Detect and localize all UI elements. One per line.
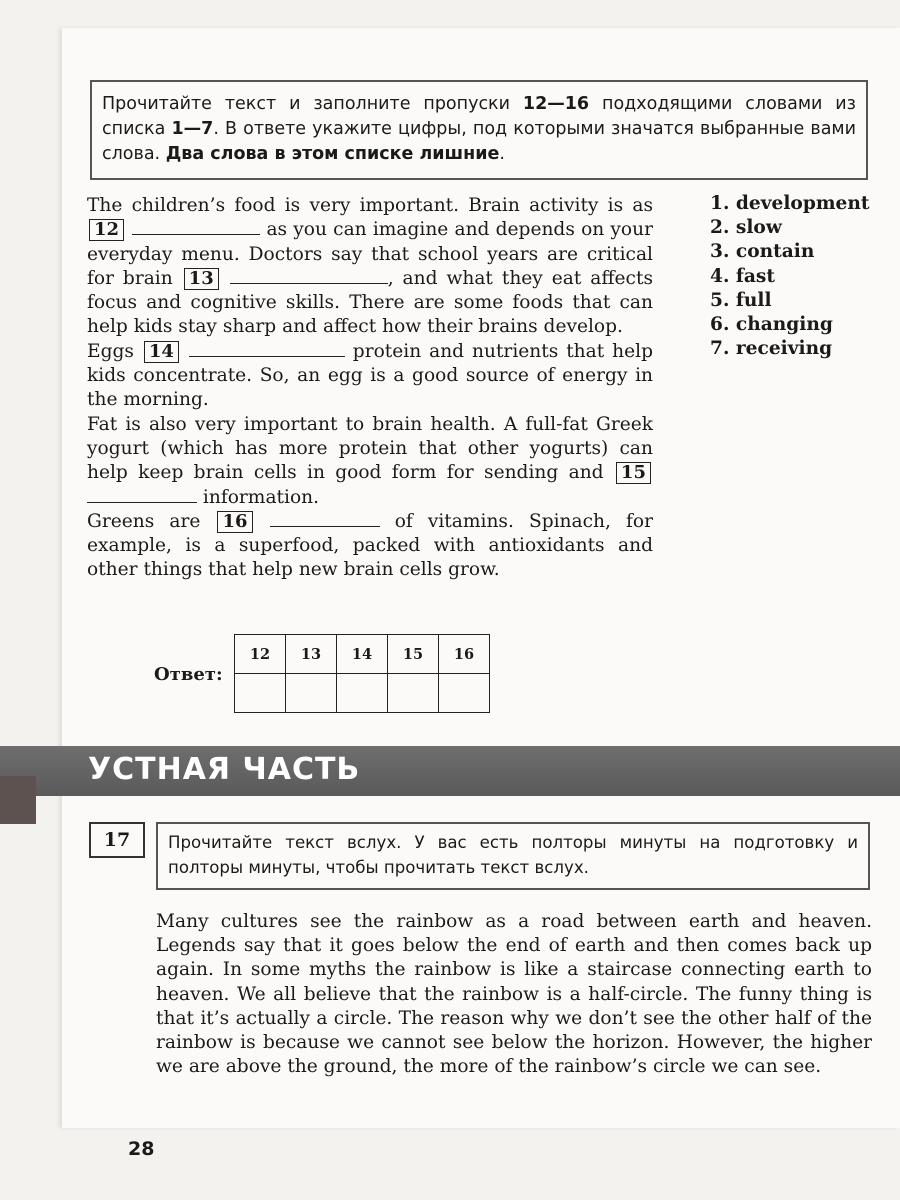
text-fragment: information. — [202, 486, 320, 508]
paragraph-2 — [87, 340, 653, 413]
reading-text: Many cultures see the rainbow as a road between earth and heaven. Legends say that it goes below the end of earth and then comes back up again. In some myths the rainbow is like a staircase connecting earth to heaven. We all believe that the rainbow is a half-circle. The funny thing is that it’s actually a circle. The reason why we don’t see the other half of the rainbow is because we cannot see below the horizon. However, the higher we are above the ground, the more of the rainbow’s circle we can see. — [156, 911, 872, 1078]
text-fragment: Eggs — [87, 340, 134, 362]
gap-blank-16 — [270, 510, 380, 527]
answer-column-header: 14 — [337, 635, 388, 674]
instruction-extra-words-note: Два слова в этом списке лишние — [165, 144, 500, 164]
answer-column-header: 15 — [388, 635, 439, 674]
word-option: 6. changing — [710, 314, 833, 336]
gap-number-13: 13 — [184, 268, 219, 290]
task17-instruction: Прочитайте текст вслух. У вас есть полторы минуты на подготовку и полторы минуты, чтобы прочитать текст вслух. — [156, 822, 870, 890]
text-fragment: Greens are — [87, 510, 201, 532]
word-option: 2. slow — [710, 217, 782, 239]
text-fragment: , and what they eat affects focus and cognitive skills. There are some foods that can help kids stay sharp and affect how their brains develop. — [87, 267, 653, 338]
gap-fill-text — [87, 194, 653, 583]
paragraph-4 — [87, 510, 653, 583]
text-fragment: protein and nutrients that help kids concentrate. So, an egg is a good source of energy in the morning. — [87, 340, 653, 411]
text-fragment: The children’s food is very important. Brain activity is as — [87, 195, 653, 216]
task-instruction-box — [90, 80, 868, 180]
answer-column-header: 16 — [439, 635, 490, 674]
instruction-text: . — [499, 144, 505, 164]
gap-number-12: 12 — [89, 219, 124, 241]
word-option: 3. contain — [710, 241, 815, 263]
paragraph-1 — [87, 194, 653, 340]
instruction-list-range: 1—7 — [171, 119, 214, 139]
word-list — [710, 192, 869, 361]
text-fragment: Fat is also very important to brain health. A full-fat Greek yogurt (which has more protein that other yogurts) can help keep brain cells in good form for sending and — [87, 413, 653, 484]
gap-blank-12 — [132, 218, 260, 235]
gap-blank-15 — [87, 486, 197, 503]
answer-column-header: 12 — [235, 635, 286, 674]
gap-blank-14 — [189, 340, 345, 357]
gap-number-15: 15 — [616, 462, 651, 484]
instruction-text: Прочитайте текст и заполните пропуски — [102, 94, 523, 114]
instruction-text: . В ответе укажите цифры, под которыми значатся выбранные вами слова. — [102, 119, 856, 164]
section-tab-marker — [0, 776, 36, 824]
word-option: 7. receiving — [710, 338, 833, 360]
task-number: 17 — [89, 822, 145, 858]
page-number: 28 — [128, 1138, 155, 1160]
answer-cell-14[interactable] — [337, 674, 388, 713]
answer-cell-15[interactable] — [388, 674, 439, 713]
answer-cell-16[interactable] — [439, 674, 490, 713]
answer-table — [234, 634, 490, 713]
answer-cell-13[interactable] — [286, 674, 337, 713]
instruction-text: подходящими словами из списка — [102, 94, 856, 139]
word-option: 4. fast — [710, 265, 775, 287]
word-option: 5. full — [710, 289, 772, 311]
gap-number-14: 14 — [144, 341, 179, 363]
answer-label: Ответ: — [154, 664, 223, 685]
gap-blank-13 — [230, 267, 388, 284]
word-option: 1. development — [710, 193, 870, 214]
text-fragment: of vitamins. Spinach, for example, is a superfood, packed with antioxidants and other things that help new brain cells grow. — [87, 510, 653, 581]
instruction-gap-range: 12—16 — [522, 94, 590, 114]
section-title: УСТНАЯ ЧАСТЬ — [88, 752, 361, 787]
text-fragment: as you can imagine and depends on your everyday menu. Doctors say that school years are critical for brain — [87, 219, 653, 289]
answer-column-header: 13 — [286, 635, 337, 674]
answer-cell-12[interactable] — [235, 674, 286, 713]
paragraph-3 — [87, 413, 653, 510]
gap-number-16: 16 — [217, 511, 252, 533]
